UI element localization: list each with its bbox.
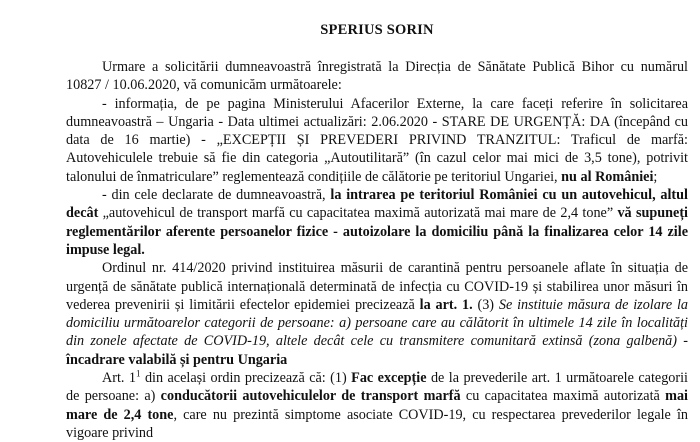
text-run: - din cele declarate de dumneavoastră, bbox=[102, 187, 331, 204]
text-run: cu capacitatea maximă autorizată bbox=[460, 388, 666, 405]
text-run: vă supuneți reglementărilor aferente persoanelor fizice - autoizolare la domiciliu până la finalizarea celor 14 zile impuse legal. bbox=[66, 205, 688, 258]
paragraph-2 bbox=[66, 95, 688, 186]
text-run: - informația, de pe pagina Ministerului Afacerilor Externe, la care faceți referire în solicitarea dumneavoastră – Ungaria - Data ultimei actualizări: 2.06.2020 - STARE DE URGENȚĂ: DA (începând cu data de 16 martie) - „EXCEPȚII ȘI PREVEDERI PRIVIND TRANZITUL: Traficul de marfă: Autovehiculele trebuie să fie din categoria „Autoutilitară” (în cazul celor mai mici de 3,5 tone), potrivit talonului de înmatriculare” reglementează condițiile de călătorie pe teritoriul Ungariei, bbox=[66, 95, 688, 185]
paragraph-5 bbox=[66, 369, 688, 442]
text-run: - bbox=[676, 333, 688, 350]
document-body bbox=[66, 58, 688, 442]
paragraph-4 bbox=[66, 259, 688, 369]
text-run: Art. 1 bbox=[102, 370, 136, 387]
text-run: Fac excepție bbox=[351, 370, 427, 387]
text-run: ; bbox=[653, 168, 658, 185]
text-run: , care nu prezintă simptome asociate COVID-19, cu respectarea prevederilor legale în vigoare privind bbox=[66, 406, 688, 441]
document-title: SPERIUS SORIN bbox=[320, 22, 434, 38]
text-run: „autovehicul de transport marfă cu capacitatea maximă autorizată mai mare de 2,4 tone” bbox=[98, 205, 618, 222]
paragraph-3 bbox=[66, 186, 688, 259]
text-run: mai mare de 2,4 tone bbox=[66, 388, 688, 423]
text-run: conducătorii autovehiculelor de transport marfă bbox=[160, 388, 461, 405]
text-run: la art. 1. bbox=[419, 296, 473, 313]
text-run: Ordinul nr. 414/2020 privind instituirea măsurii de carantină pentru persoanele aflate în situația de urgență de sănătate publică internațională determinată de infecția cu COVID-19 și stabilirea unor măsuri în vederea prevenirii și limitării efectelor epidemiei precizează bbox=[66, 260, 688, 313]
text-run: Urmare a solicitării dumneavoastră înregistrată la Direcția de Sănătate Publică Bihor cu numărul 10827 / 10.06.2020, vă comunicăm următoarele: bbox=[66, 59, 688, 94]
text-run: Se instituie măsura de izolare la domiciliu următoarelor categorii de persoane: a) persoane care au călătorit în ultimele 14 zile în localități din zonele afectate de COVID-19, altele decât cele cu transmitere comunitară extinsă (zona galbenă) bbox=[66, 296, 688, 350]
text-run: la intrarea pe teritoriul României cu un autovehicul, altul decât bbox=[66, 187, 688, 222]
paragraph-1 bbox=[66, 58, 688, 95]
text-run: 1 bbox=[136, 368, 141, 379]
text-run: nu al României bbox=[561, 168, 654, 185]
text-run: de la prevederile art. 1 următoarele categorii de persoane: a) bbox=[66, 370, 688, 405]
text-run: din același ordin precizează că: (1) bbox=[140, 370, 352, 387]
text-run: încadrare valabilă și pentru Ungaria bbox=[66, 351, 288, 368]
text-run: (3) bbox=[472, 296, 499, 313]
